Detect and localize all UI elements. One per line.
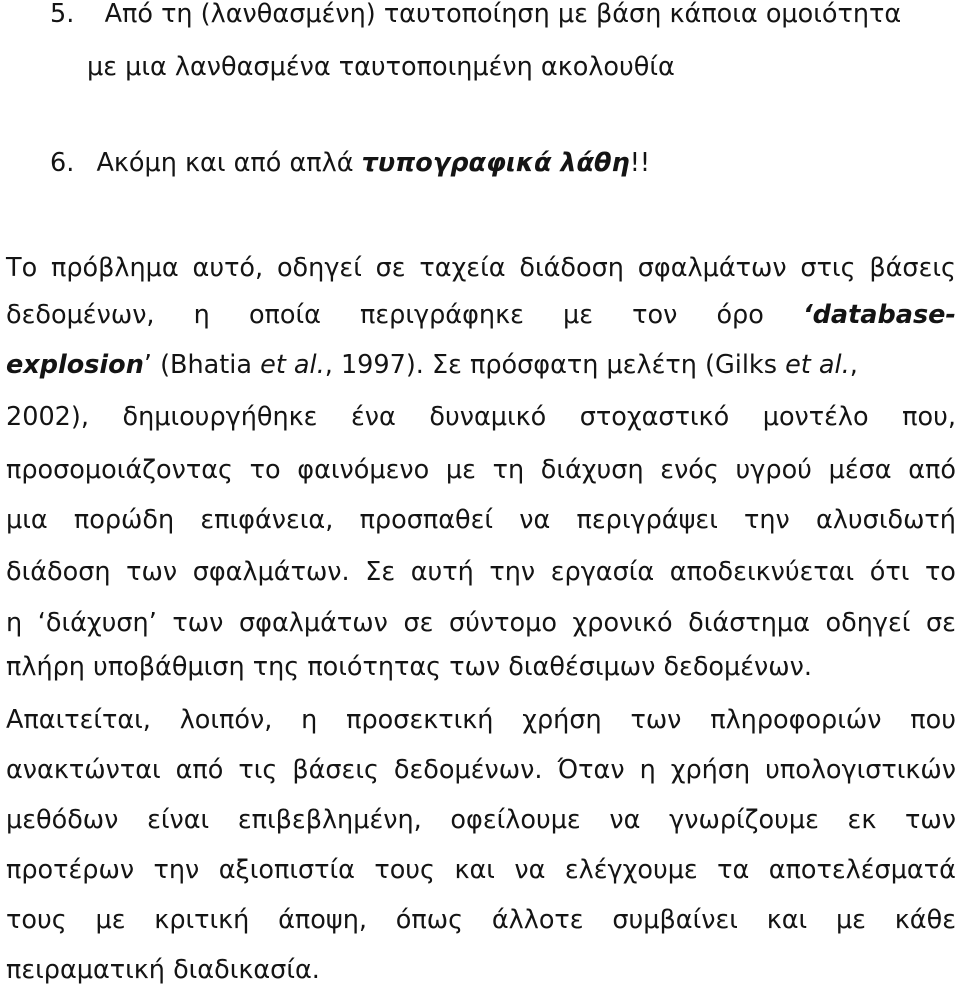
word: το	[249, 455, 281, 485]
word: στοχαστικό	[579, 402, 730, 432]
word: πρόβλημα	[51, 253, 179, 283]
term-text: ‘database-	[802, 300, 956, 330]
word: κάθε	[894, 905, 956, 935]
word: η	[6, 608, 23, 638]
word: με	[563, 300, 594, 330]
word: τον	[632, 300, 678, 330]
paragraph-line	[6, 700, 956, 740]
word: περιγράφηκε	[360, 300, 524, 330]
paragraph-line	[6, 750, 956, 790]
paragraph-line	[6, 450, 956, 490]
citation-text: (Bhatia	[151, 350, 261, 380]
word: η	[301, 705, 318, 735]
word: σύντομο	[448, 608, 557, 638]
word: Απαιτείται,	[6, 705, 151, 735]
word: ‘διάχυση’	[37, 608, 157, 638]
word: Όταν	[557, 755, 625, 785]
word: δεδομένων.	[393, 755, 543, 785]
word: πληροφοριών	[710, 705, 882, 735]
word: οφείλουμε	[450, 805, 581, 835]
word: οδηγεί	[276, 253, 362, 283]
word: των	[126, 557, 178, 587]
word: σε	[925, 608, 956, 638]
word: διάδοση	[519, 253, 624, 283]
word: των	[905, 805, 956, 835]
word: περιγράψει	[576, 505, 718, 535]
word: τις	[238, 755, 278, 785]
word: ταχεία	[419, 253, 506, 283]
word: ενός	[660, 455, 719, 485]
word: επιβεβλημένη,	[237, 805, 422, 835]
paragraph-line	[6, 397, 956, 437]
word: και	[766, 905, 808, 935]
word: ότι	[869, 557, 910, 587]
list-number: 6.	[50, 148, 75, 178]
word: άλλοτε	[491, 905, 584, 935]
word: με	[95, 905, 126, 935]
paragraph-line	[6, 248, 956, 288]
word: τους	[6, 905, 67, 935]
citation-text: ,	[849, 350, 858, 380]
paragraph-line	[6, 900, 956, 940]
word: αυτό,	[192, 253, 264, 283]
word: Σε	[365, 557, 396, 587]
word: χρήση	[522, 705, 602, 735]
word: μια	[6, 505, 48, 535]
word: από	[175, 755, 224, 785]
citation-etal: et al.	[785, 350, 850, 380]
list-item-text: Ακόμη και από απλά	[96, 148, 362, 178]
word: διάχυση	[540, 455, 644, 485]
word: φαινόμενο	[297, 455, 430, 485]
word: των	[630, 705, 682, 735]
list-item-5-continuation: με μια λανθασμένα ταυτοποιημένη ακολουθία	[87, 52, 675, 82]
word: προτέρων	[6, 855, 135, 885]
paragraph-line	[6, 552, 956, 592]
word: οδηγεί	[825, 608, 911, 638]
list-number: 5.	[50, 0, 75, 29]
word: να	[519, 505, 551, 535]
quote-mark: ’	[143, 350, 152, 380]
term-text: explosion	[6, 350, 144, 380]
word: βάσεις	[869, 253, 956, 283]
word: των	[172, 608, 224, 638]
word: που	[910, 705, 956, 735]
word: μεθόδων	[6, 805, 119, 835]
word: κριτική	[154, 905, 250, 935]
paragraph-line	[6, 345, 858, 385]
paragraph-line	[6, 603, 956, 643]
word: γνωρίζουμε	[669, 805, 819, 835]
word: υπολογιστικών	[765, 755, 956, 785]
paragraph-line	[6, 800, 956, 840]
list-item-6	[50, 143, 650, 183]
word: όρο	[716, 300, 764, 330]
word: η	[639, 755, 656, 785]
word: πορώδη	[73, 505, 175, 535]
word: σφαλμάτων.	[192, 557, 350, 587]
word: εκ	[847, 805, 877, 835]
word: δημιουργήθηκε	[122, 402, 318, 432]
word: διάδοση	[6, 557, 111, 587]
citation-etal: et al.	[260, 350, 325, 380]
word: την	[489, 557, 536, 587]
word: ελέγχουμε	[564, 855, 698, 885]
paragraph-line	[6, 500, 956, 540]
word: να	[514, 855, 546, 885]
word: ανακτώνται	[6, 755, 161, 785]
word: προσπαθεί	[359, 505, 494, 535]
word: με	[445, 455, 476, 485]
word: στις	[800, 253, 856, 283]
emphasis-text: τυπογραφικά λάθη	[361, 148, 630, 178]
word: συμβαίνει	[612, 905, 738, 935]
word: αξιοπιστία	[218, 855, 355, 885]
word: την	[153, 855, 200, 885]
list-item-5	[50, 0, 901, 34]
word: επιφάνεια,	[200, 505, 334, 535]
word: σφαλμάτων	[637, 253, 787, 283]
word: να	[609, 805, 641, 835]
word: σε	[403, 608, 434, 638]
word: ένα	[350, 402, 396, 432]
paragraph-line	[6, 295, 956, 335]
word: χρονικό	[572, 608, 673, 638]
word: είναι	[147, 805, 210, 835]
word: υγρού	[735, 455, 812, 485]
word: με	[835, 905, 866, 935]
word: σφαλμάτων	[238, 608, 388, 638]
word: προσεκτική	[346, 705, 494, 735]
paragraph-line	[6, 850, 956, 890]
word: μοντέλο	[762, 402, 869, 432]
word: όπως	[395, 905, 464, 935]
word: τα	[717, 855, 750, 885]
word: δεδομένων,	[6, 300, 155, 330]
word: την	[744, 505, 790, 535]
citation-text: , 1997). Σε πρόσφατη μελέτη (Gilks	[324, 350, 786, 380]
paragraph-line: πειραματική διαδικασία.	[6, 955, 320, 985]
word: αλυσιδωτή	[816, 505, 956, 535]
word: δυναμικό	[429, 402, 547, 432]
word: σε	[375, 253, 406, 283]
word: από	[908, 455, 956, 485]
word: αποδεικνύεται	[669, 557, 855, 587]
word: αποτελέσματά	[768, 855, 956, 885]
word: άποψη,	[278, 905, 367, 935]
word: αυτή	[410, 557, 474, 587]
word: το	[924, 557, 956, 587]
word: τη	[492, 455, 525, 485]
word: βάσεις	[292, 755, 379, 785]
word: διάστημα	[688, 608, 810, 638]
word: οποία	[248, 300, 321, 330]
paragraph-line: πλήρη υποβάθμιση της ποιότητας των διαθέσιμων δεδομένων.	[6, 652, 812, 682]
word: που,	[902, 402, 956, 432]
word: μέσα	[828, 455, 892, 485]
word: προσομοιάζοντας	[6, 455, 234, 485]
word: χρήση	[670, 755, 751, 785]
word: 2002),	[6, 402, 89, 432]
word: τους	[374, 855, 436, 885]
word: λοιπόν,	[179, 705, 273, 735]
list-item-text: Από τη (λανθασμένη) ταυτοποίηση με βάση κάποια ομοιότητα	[104, 0, 902, 29]
word: εργασία	[550, 557, 655, 587]
word: Το	[6, 253, 38, 283]
word: και	[454, 855, 495, 885]
word: η	[193, 300, 210, 330]
exclamation-text: !!	[629, 148, 651, 178]
